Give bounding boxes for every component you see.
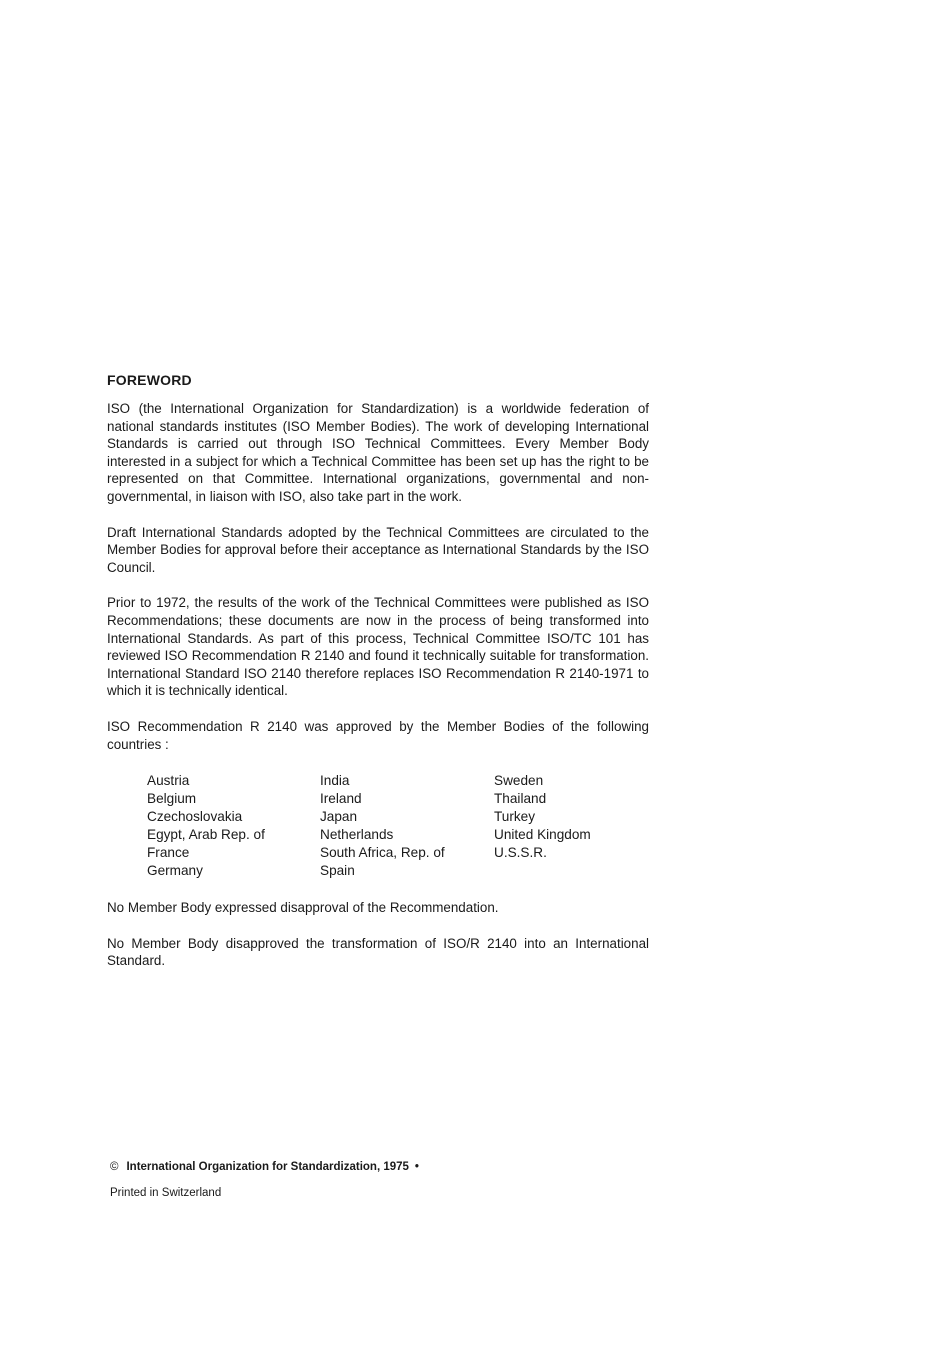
copyright-icon: © xyxy=(110,1161,119,1173)
country-item: India xyxy=(320,773,350,789)
paragraph-no-disapproval: No Member Body expressed disapproval of the Recommendation. xyxy=(107,900,499,916)
country-item: Thailand xyxy=(494,791,547,807)
countries-column-1 xyxy=(147,772,320,880)
countries-column-2 xyxy=(320,772,494,880)
paragraph-iso-intro: ISO (the International Organization for Standardization) is a worldwide federation of national standards institutes (ISO Member Bodies). The work of developing International Standards is carried out through ISO Technical Committees. Every Member Body interested in a subject for which a Technical Committee has been set up has the right to be represented on that Committee. International organizations, governmental and non-governmental, in liaison with ISO, also take part in the work. xyxy=(107,401,649,504)
copyright-text: International Organization for Standardization, 1975 xyxy=(126,1161,409,1173)
foreword-section xyxy=(107,372,649,988)
printed-in: Printed in Switzerland xyxy=(110,1187,222,1199)
footer xyxy=(110,1161,610,1199)
country-item: France xyxy=(147,845,190,861)
country-item: Ireland xyxy=(320,791,362,807)
country-item: Turkey xyxy=(494,809,536,825)
copyright-line xyxy=(110,1161,610,1173)
page-title: FOREWORD xyxy=(107,372,192,388)
country-item: United Kingdom xyxy=(494,827,591,843)
country-item: Spain xyxy=(320,863,355,879)
paragraph-history: Prior to 1972, the results of the work of the Technical Committees were published as ISO Recommendations; these documents are now in the process of being transformed into International Standards. As part of this process, Technical Committee ISO/TC 101 has reviewed ISO Recommendation R 2140 and found it technically suitable for transformation. International Standard ISO 2140 therefore replaces ISO Recommendation R 2140-1971 to which it is technically identical. xyxy=(107,595,649,699)
countries-column-3 xyxy=(494,772,644,880)
country-item: Belgium xyxy=(147,791,197,807)
country-item: Czechoslovakia xyxy=(147,809,243,825)
country-item: Netherlands xyxy=(320,827,394,843)
country-item: Austria xyxy=(147,773,190,789)
bullet-icon: • xyxy=(414,1161,419,1173)
country-item: Sweden xyxy=(494,773,544,789)
paragraph-approval: ISO Recommendation R 2140 was approved by the Member Bodies of the following countries : xyxy=(107,718,649,752)
paragraph-transformation: No Member Body disapproved the transformation of ISO/R 2140 into an International Standard. xyxy=(107,935,649,969)
countries-list xyxy=(147,772,649,880)
country-item: Egypt, Arab Rep. of xyxy=(147,827,265,843)
paragraph-draft-standards: Draft International Standards adopted by the Technical Committees are circulated to the Member Bodies for approval before their acceptance as International Standards by the ISO Council. xyxy=(107,524,649,575)
country-item: Germany xyxy=(147,863,203,879)
country-item: Japan xyxy=(320,809,358,825)
country-item: South Africa, Rep. of xyxy=(320,845,445,861)
country-item: U.S.S.R. xyxy=(494,845,547,861)
